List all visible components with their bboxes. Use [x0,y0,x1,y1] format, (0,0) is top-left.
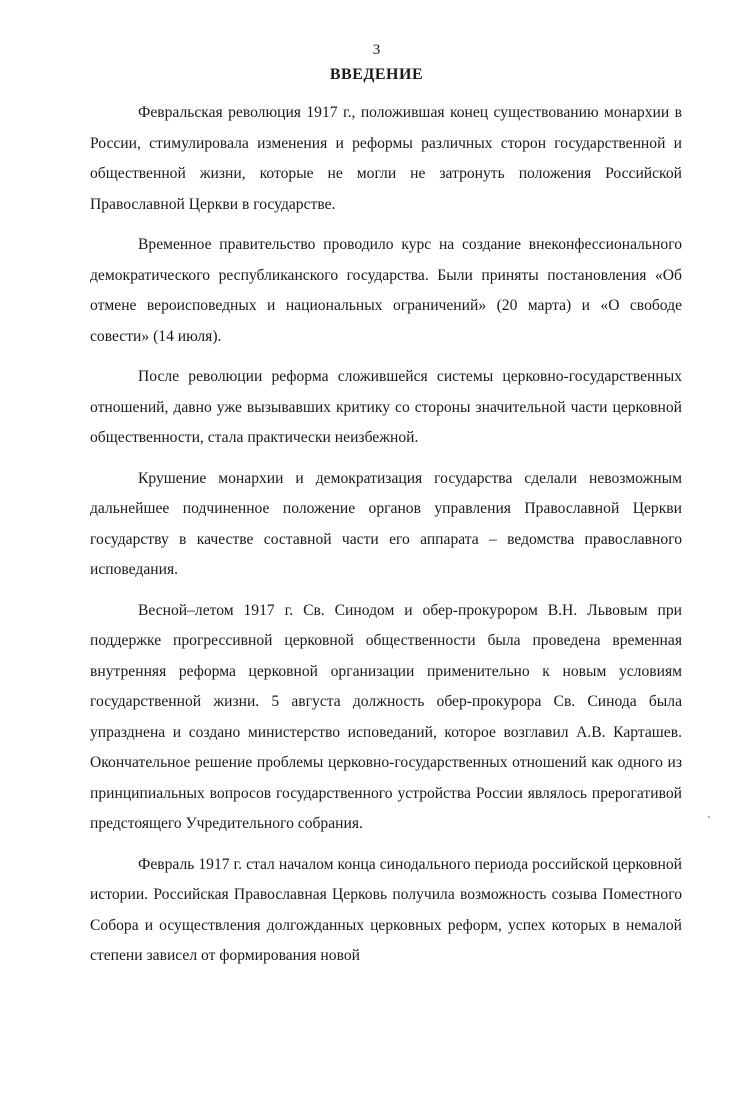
paragraph: Февральская революция 1917 г., положившая конец существованию монархии в России, стимулировала изменения и реформы различных сторон государственной и общественной жизни, которые не могли не затронуть положения Российской Православной Церкви в государстве. [90,104,682,213]
body-text [90,98,682,982]
paragraph: Весной–летом 1917 г. Св. Синодом и обер-прокурором В.Н. Львовым при поддержке прогрессивной церковной общественности была проведена временная внутренняя реформа церковной организации применительно к новым условиям государственной жизни. 5 августа должность обер-прокурора Св. Синода была упразднена и создано министерство исповеданий, которое возглавил А.В. Карташев. Окончательное решение проблемы церковно-государственных отношений как одного из принципиальных вопросов государственного устройства России являлось прерогативой предстоящего Учредительного собрания. [90,601,682,832]
paragraph: После революции реформа сложившейся системы церковно-государственных отношений, давно уже вызывавших критику со стороны значительной части церковной общественности, стала практически неизбежной. [90,368,682,446]
paragraph: Крушение монархии и демократизация государства сделали невозможным дальнейшее подчиненное положение органов управления Православной Церкви государству в качестве составной части его аппарата – ведомства православного исповедания. [90,469,682,578]
page-number: 3 [372,42,381,58]
scan-speck [708,816,710,818]
section-heading: ВВЕДЕНИЕ [329,66,424,83]
paragraph: Временное правительство проводило курс на создание внеконфессионального демократического республиканского государства. Были приняты постановления «Об отмене вероисповедных и национальных ограничений» (20 марта) и «О свободе совести» (14 июля). [90,236,682,345]
paragraph: Февраль 1917 г. стал началом конца синодального периода российской церковной истории. Российская Православная Церковь получила возможность созыва Поместного Собора и осуществления долгожданных церковных реформ, успех которых в немалой степени зависел от формирования новой [90,855,682,964]
